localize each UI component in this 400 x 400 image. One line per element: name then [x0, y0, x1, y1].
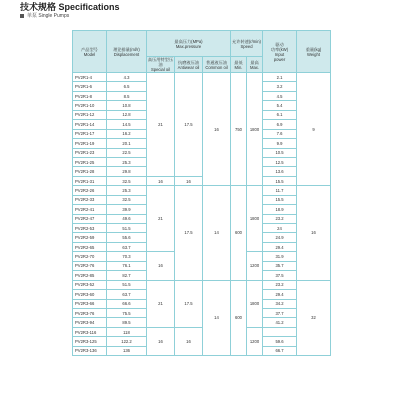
input-power-cell: 59.6 [263, 337, 297, 346]
model-cell: PV2R3-116 [73, 327, 107, 336]
speed-max-cell: 1200 [247, 252, 263, 280]
common-oil-cell: 14 [203, 280, 231, 356]
header-speed-max: 最高 Max. [247, 57, 263, 73]
header-displacement: 理论排量(ml/r) Displacement [107, 31, 147, 73]
displacement-cell: 55.6 [107, 233, 147, 242]
header-speed-min: 最低 Min. [231, 57, 247, 73]
antiwear-oil-cell: 17.5 [175, 280, 203, 327]
antiwear-oil-cell: 16 [175, 327, 203, 355]
model-cell: PV2R1-10 [73, 101, 107, 110]
header-weight: 重量(kg) Weight [297, 31, 331, 73]
input-power-cell: 15.5 [263, 176, 297, 185]
model-cell: PV2R3-66 [73, 299, 107, 308]
displacement-cell: 122.2 [107, 337, 147, 346]
model-cell: PV2R2-26 [73, 186, 107, 195]
model-cell: PV2R3-76 [73, 308, 107, 317]
table-row [73, 280, 331, 289]
special-oil-cell: 21 [147, 73, 175, 177]
common-oil-cell: 14 [203, 186, 231, 280]
displacement-cell: 66.6 [107, 299, 147, 308]
weight-cell: 9 [297, 73, 331, 186]
antiwear-oil-cell: 17.5 [175, 186, 203, 280]
displacement-cell: 82.7 [107, 271, 147, 280]
input-power-cell: 23.2 [263, 214, 297, 223]
input-power-cell: 66.7 [263, 346, 297, 355]
header-speed: 允许转速(r/min) Speed [231, 31, 263, 57]
model-cell: PV2R2-47 [73, 214, 107, 223]
model-cell: PV2R1-12 [73, 110, 107, 119]
special-oil-cell: 21 [147, 186, 175, 252]
displacement-cell: 25.3 [107, 157, 147, 166]
input-power-cell: 2.1 [263, 73, 297, 82]
special-oil-cell: 16 [147, 176, 175, 185]
model-cell: PV2R2-33 [73, 195, 107, 204]
input-power-cell: 3.2 [263, 82, 297, 91]
input-power-cell: 11.7 [263, 186, 297, 195]
input-power-cell: 37.7 [263, 308, 297, 317]
input-power-cell: 31.9 [263, 252, 297, 261]
displacement-cell: 4.3 [107, 73, 147, 82]
model-cell: PV2R2-65 [73, 242, 107, 251]
weight-cell: 32 [297, 280, 331, 356]
input-power-cell: 34.2 [263, 299, 297, 308]
section-subtitle-label: 单泵 Single Pumps [27, 13, 70, 19]
speed-min-cell: 600 [231, 186, 247, 280]
model-cell: PV2R3-136 [73, 346, 107, 355]
displacement-cell: 136 [107, 346, 147, 355]
displacement-cell: 29.8 [107, 167, 147, 176]
special-oil-cell: 16 [147, 252, 175, 280]
table-row [73, 176, 331, 185]
model-cell: PV2R3-94 [73, 318, 107, 327]
bullet-icon [20, 14, 24, 18]
weight-cell: 16 [297, 186, 331, 280]
special-oil-cell: 16 [147, 327, 175, 355]
speed-min-cell: 600 [231, 280, 247, 356]
input-power-cell: 9.9 [263, 139, 297, 148]
header-common-oil: 普通液压油 Common oil [203, 57, 231, 73]
input-power-cell [263, 327, 297, 336]
input-power-cell: 6.9 [263, 120, 297, 129]
header-input-power: 驱动 功率(kW) Input power [263, 31, 297, 73]
input-power-cell: 18.9 [263, 205, 297, 214]
displacement-cell: 51.5 [107, 224, 147, 233]
special-oil-cell: 21 [147, 280, 175, 327]
input-power-cell: 6.1 [263, 110, 297, 119]
displacement-cell: 75.5 [107, 308, 147, 317]
speed-max-cell: 1200 [247, 327, 263, 355]
antiwear-oil-cell: 16 [175, 176, 203, 185]
model-cell: PV2R1-14 [73, 120, 107, 129]
model-cell: PV2R1-23 [73, 148, 107, 157]
input-power-cell: 35.7 [263, 261, 297, 270]
input-power-cell: 7.6 [263, 129, 297, 138]
model-cell: PV2R2-41 [73, 205, 107, 214]
model-cell: PV2R3-125 [73, 337, 107, 346]
model-cell: PV2R1-4 [73, 73, 107, 82]
model-cell: PV2R2-59 [73, 233, 107, 242]
model-cell: PV2R1-17 [73, 129, 107, 138]
displacement-cell: 70.3 [107, 252, 147, 261]
table-row [73, 186, 331, 195]
specifications-table [72, 30, 331, 356]
displacement-cell: 16.2 [107, 129, 147, 138]
input-power-cell: 15.5 [263, 195, 297, 204]
model-cell: PV2R2-85 [73, 271, 107, 280]
common-oil-cell: 16 [203, 73, 231, 186]
displacement-cell: 51.5 [107, 280, 147, 289]
speed-max-cell: 1800 [247, 186, 263, 252]
model-cell: PV2R1-25 [73, 157, 107, 166]
input-power-cell: 13.6 [263, 167, 297, 176]
displacement-cell: 63.7 [107, 242, 147, 251]
header-antiwear-oil: 抗磨液压油 Antiwear oil [175, 57, 203, 73]
model-cell: PV2R1-31 [73, 176, 107, 185]
model-cell: PV2R3-52 [73, 280, 107, 289]
displacement-cell: 20.1 [107, 139, 147, 148]
displacement-cell: 22.5 [107, 148, 147, 157]
displacement-cell: 32.5 [107, 176, 147, 185]
input-power-cell: 24.9 [263, 233, 297, 242]
input-power-cell: 24 [263, 224, 297, 233]
displacement-cell: 63.7 [107, 290, 147, 299]
table-row [73, 73, 331, 82]
page-title: 技术规格 Specifications [20, 2, 120, 12]
displacement-cell: 89.5 [107, 318, 147, 327]
displacement-cell: 49.6 [107, 214, 147, 223]
section-subtitle [20, 12, 69, 19]
model-cell: PV2R1-6 [73, 82, 107, 91]
input-power-cell: 4.5 [263, 91, 297, 100]
displacement-cell: 6.5 [107, 82, 147, 91]
speed-min-cell: 750 [231, 73, 247, 186]
model-cell: PV2R2-70 [73, 252, 107, 261]
model-cell: PV2R3-60 [73, 290, 107, 299]
model-cell: PV2R1-19 [73, 139, 107, 148]
table-row [73, 327, 331, 336]
displacement-cell: 39.9 [107, 205, 147, 214]
header-model: 产品型号 Model [73, 31, 107, 73]
model-cell: PV2R2-76 [73, 261, 107, 270]
input-power-cell: 29.4 [263, 290, 297, 299]
model-cell: PV2R2-53 [73, 224, 107, 233]
displacement-cell: 8.5 [107, 91, 147, 100]
speed-max-cell: 1800 [247, 73, 263, 186]
displacement-cell: 118 [107, 327, 147, 336]
input-power-cell: 5.4 [263, 101, 297, 110]
model-cell: PV2R1-28 [73, 167, 107, 176]
header-max-pressure: 最高压力(MPa) Max.pressure [147, 31, 231, 57]
header-special-oil: 高压用特型压油 Special oil [147, 57, 174, 72]
displacement-cell: 12.8 [107, 110, 147, 119]
input-power-cell: 29.4 [263, 242, 297, 251]
input-power-cell: 23.2 [263, 280, 297, 289]
displacement-cell: 10.8 [107, 101, 147, 110]
input-power-cell: 37.5 [263, 271, 297, 280]
displacement-cell: 25.3 [107, 186, 147, 195]
displacement-cell: 14.5 [107, 120, 147, 129]
displacement-cell: 32.5 [107, 195, 147, 204]
input-power-cell: 12.5 [263, 157, 297, 166]
model-cell: PV2R1-8 [73, 91, 107, 100]
antiwear-oil-cell: 17.5 [175, 73, 203, 177]
input-power-cell: 41.2 [263, 318, 297, 327]
input-power-cell: 10.5 [263, 148, 297, 157]
displacement-cell: 76.1 [107, 261, 147, 270]
speed-max-cell: 1800 [247, 280, 263, 327]
